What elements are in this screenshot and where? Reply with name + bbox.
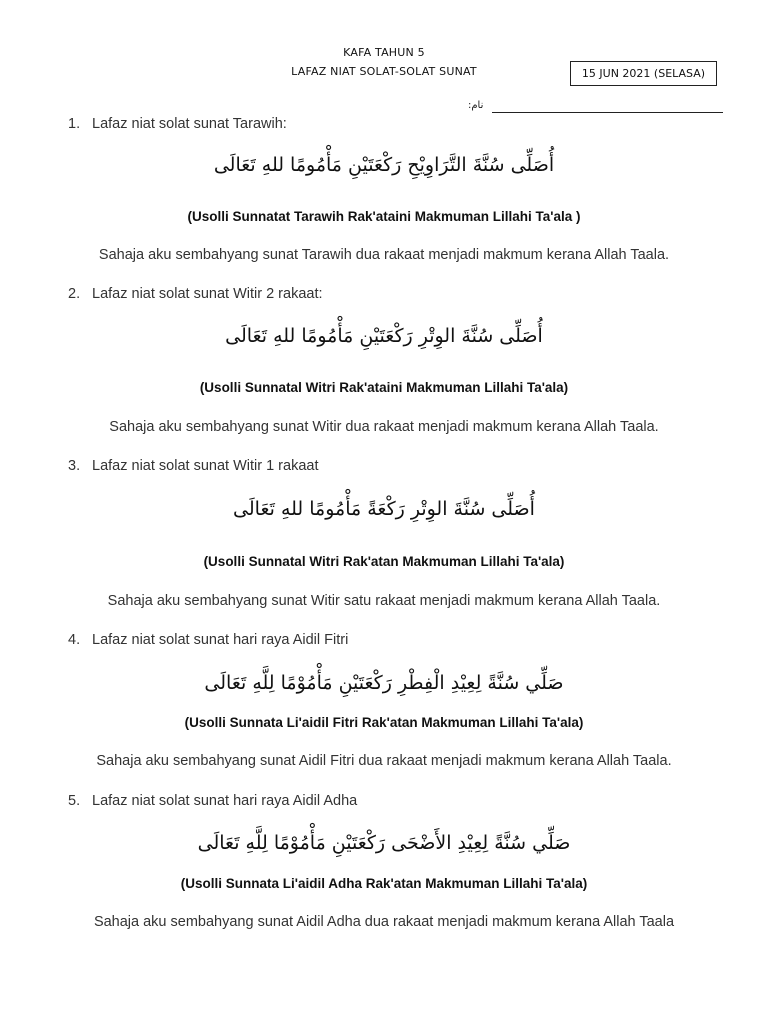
meaning: Sahaja aku sembahyang sunat Witir dua rakaat menjadi makmum kerana Allah Taala. <box>109 419 659 435</box>
name-field[interactable] <box>468 97 723 117</box>
meaning: Sahaja aku sembahyang sunat Witir satu rakaat menjadi makmum kerana Allah Taala. <box>107 593 661 609</box>
item-number: 3. <box>68 458 81 474</box>
transliteration: (Usolli Sunnatal Witri Rak'atan Makmuman Lillahi Ta'ala) <box>203 554 565 569</box>
arabic-text: أُصَلِّى سُنَّةَ التَّرَاوِيْحِ رَكْعَتَيْنِ مَأْمُومًا للهِ تَعَالَى <box>213 154 555 176</box>
arabic-text: أُصَلِّى سُنَّةَ الوِتْرِ رَكْعَةً مَأْمُومًا للهِ تَعَالَى <box>233 498 535 520</box>
item-title <box>68 458 318 474</box>
arabic-text: صَلِّي سُنَّةً لِعِيْدِ الْفِطْرِ رَكْعَتَيْنِ مَأْمُوْمًا لِلَّهِ تَعَالَى <box>204 672 564 694</box>
arabic-text: أُصَلِّى سُنَّةَ الوِتْرِ رَكْعَتَيْنِ مَأْمُومًا للهِ تَعَالَى <box>225 325 543 347</box>
item-number: 4. <box>68 632 81 648</box>
meaning: Sahaja aku sembahyang sunat Aidil Fitri dua rakaat menjadi makmum kerana Allah Taala. <box>96 753 672 769</box>
item-title <box>68 116 287 132</box>
meaning: Sahaja aku sembahyang sunat Tarawih dua rakaat menjadi makmum kerana Allah Taala. <box>98 247 670 263</box>
item-title-text: Lafaz niat solat sunat Witir 1 rakaat <box>92 458 319 474</box>
item-title-text: Lafaz niat solat sunat hari raya Aidil Adha <box>92 793 358 809</box>
transliteration: (Usolli Sunnatat Tarawih Rak'ataini Makmuman Lillahi Ta'ala ) <box>187 209 581 224</box>
arabic-text: صَلِّي سُنَّةً لِعِيْدِ الأَضْحَى رَكْعَتَيْنِ مَأْمُوْمًا لِلَّهِ تَعَالَى <box>197 832 571 854</box>
item-number: 1. <box>68 116 81 132</box>
transliteration: (Usolli Sunnata Li'aidil Adha Rak'atan Makmuman Lillahi Ta'ala) <box>180 876 588 891</box>
name-underline <box>492 112 723 113</box>
item-title <box>68 286 323 302</box>
item-title-text: Lafaz niat solat sunat Tarawih: <box>92 116 287 132</box>
item-title-text: Lafaz niat solat sunat Witir 2 rakaat: <box>92 286 323 302</box>
worksheet-title: LAFAZ NIAT SOLAT-SOLAT SUNAT <box>291 65 477 78</box>
name-label: نام: <box>468 100 484 111</box>
transliteration: (Usolli Sunnatal Witri Rak'ataini Makmuman Lillahi Ta'ala) <box>199 380 569 395</box>
item-number: 2. <box>68 286 81 302</box>
meaning: Sahaja aku sembahyang sunat Aidil Adha dua rakaat menjadi makmum kerana Allah Taala <box>93 914 675 930</box>
date-box: 15 JUN 2021 (SELASA) <box>570 61 717 86</box>
item-title <box>68 632 348 648</box>
item-number: 5. <box>68 793 81 809</box>
item-title-text: Lafaz niat solat sunat hari raya Aidil Fitri <box>92 632 349 648</box>
transliteration: (Usolli Sunnata Li'aidil Fitri Rak'atan Makmuman Lillahi Ta'ala) <box>184 715 584 730</box>
class-title: KAFA TAHUN 5 <box>343 46 425 59</box>
item-title <box>68 793 357 809</box>
